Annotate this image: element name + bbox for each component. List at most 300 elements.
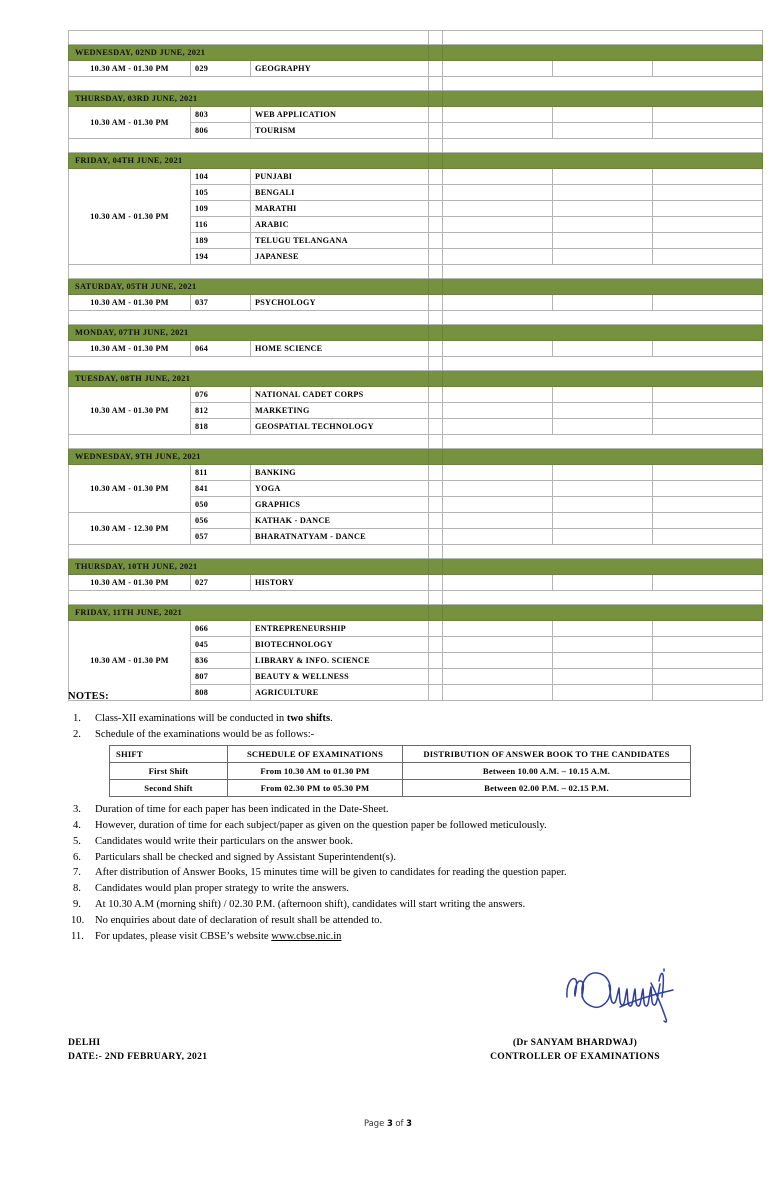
note-number: 4. (73, 819, 81, 831)
note-text: Class-XII examinations will be conducted in (95, 713, 287, 724)
spacer-row (69, 77, 763, 91)
empty-cell (553, 233, 653, 249)
note-text: Candidates would write their particulars on the answer book. (95, 835, 354, 847)
subject-name-cell: ENTREPRENEURSHIP (251, 621, 429, 637)
exam-row (69, 465, 763, 481)
empty-cell (653, 233, 763, 249)
empty-cell (69, 545, 429, 559)
day-header-row (69, 449, 763, 465)
empty-cell (443, 497, 553, 513)
empty-cell (553, 637, 653, 653)
shift-schedule-table-container (95, 742, 768, 801)
day-header-extension (443, 279, 763, 295)
empty-cell (553, 387, 653, 403)
empty-cell (443, 31, 763, 45)
subject-code-cell: 806 (191, 123, 251, 139)
subject-name-cell: LIBRARY & INFO. SCIENCE (251, 653, 429, 669)
day-header-label: WEDNESDAY, 9TH JUNE, 2021 (69, 449, 429, 465)
spacer-row (69, 31, 763, 45)
exam-time-cell: 10.30 AM - 01.30 PM (69, 621, 191, 701)
empty-cell (553, 341, 653, 357)
green-divider-cell (429, 513, 443, 529)
exam-time-cell: 10.30 AM - 01.30 PM (69, 575, 191, 591)
subject-code-cell: 105 (191, 185, 251, 201)
green-divider-cell (429, 653, 443, 669)
note-number: 3. (73, 803, 81, 815)
day-header-extension (443, 449, 763, 465)
empty-cell (443, 513, 553, 529)
day-header-row (69, 45, 763, 61)
day-header-extension (443, 45, 763, 61)
day-header-label: THURSDAY, 10TH JUNE, 2021 (69, 559, 429, 575)
footer-date: DATE:- 2ND FEBRUARY, 2021 (68, 1051, 208, 1062)
day-header-extension (443, 605, 763, 621)
subject-name-cell: TELUGU TELANGANA (251, 233, 429, 249)
empty-cell (553, 529, 653, 545)
green-divider-cell (429, 295, 443, 311)
green-divider-cell (429, 249, 443, 265)
note-text: At 10.30 A.M (morning shift) / 02.30 P.M. (afternoon shift), candidates will start writing the answers. (95, 899, 526, 911)
empty-cell (653, 621, 763, 637)
empty-cell (553, 61, 653, 77)
empty-cell (653, 169, 763, 185)
signature-image (563, 963, 693, 1025)
day-header-label: MONDAY, 07TH JUNE, 2021 (69, 325, 429, 341)
subject-code-cell: 029 (191, 61, 251, 77)
shift-table-header-cell: DISTRIBUTION OF ANSWER BOOK TO THE CANDIDATES (403, 746, 691, 763)
subject-name-cell: HISTORY (251, 575, 429, 591)
day-header-label: FRIDAY, 11TH JUNE, 2021 (69, 605, 429, 621)
empty-cell (653, 403, 763, 419)
spacer-row (69, 545, 763, 559)
green-divider-cell (429, 153, 443, 169)
empty-cell (653, 217, 763, 233)
empty-cell (653, 387, 763, 403)
exam-row (69, 61, 763, 77)
note-item (68, 865, 768, 880)
green-divider-cell (429, 435, 443, 449)
empty-cell (443, 637, 553, 653)
note-item (68, 834, 768, 849)
green-divider-cell (429, 91, 443, 107)
empty-cell (443, 139, 763, 153)
empty-cell (553, 669, 653, 685)
empty-cell (553, 217, 653, 233)
subject-code-cell: 027 (191, 575, 251, 591)
empty-cell (553, 497, 653, 513)
empty-cell (443, 169, 553, 185)
shift-table-row (110, 763, 691, 780)
shift-table-row (110, 780, 691, 797)
green-divider-cell (429, 77, 443, 91)
green-divider-cell (429, 45, 443, 61)
subject-code-cell: 076 (191, 387, 251, 403)
empty-cell (443, 481, 553, 497)
shift-table-header-row (110, 746, 691, 763)
note-item (68, 727, 768, 801)
empty-cell (553, 419, 653, 435)
empty-cell (653, 107, 763, 123)
exam-row (69, 387, 763, 403)
empty-cell (653, 529, 763, 545)
spacer-row (69, 435, 763, 449)
empty-cell (443, 185, 553, 201)
empty-cell (443, 653, 553, 669)
subject-name-cell: BHARATNATYAM - DANCE (251, 529, 429, 545)
green-divider-cell (429, 403, 443, 419)
empty-cell (653, 465, 763, 481)
note-item (68, 818, 768, 833)
exam-time-cell: 10.30 AM - 01.30 PM (69, 107, 191, 139)
day-header-label: THURSDAY, 03RD JUNE, 2021 (69, 91, 429, 107)
footer-left-block (68, 1036, 207, 1064)
shift-table-cell: From 10.30 AM to 01.30 PM (228, 763, 403, 780)
green-divider-cell (429, 311, 443, 325)
exam-time-cell: 10.30 AM - 01.30 PM (69, 169, 191, 265)
empty-cell (553, 295, 653, 311)
spacer-row (69, 265, 763, 279)
shift-schedule-table (109, 745, 691, 797)
empty-cell (443, 341, 553, 357)
empty-cell (443, 465, 553, 481)
note-text-bold: two shifts (286, 713, 331, 724)
subject-name-cell: AGRICULTURE (251, 685, 429, 701)
subject-name-cell: NATIONAL CADET CORPS (251, 387, 429, 403)
subject-name-cell: TOURISM (251, 123, 429, 139)
note-number: 7. (73, 867, 81, 879)
empty-cell (69, 139, 429, 153)
subject-name-cell: BEAUTY & WELLNESS (251, 669, 429, 685)
subject-code-cell: 812 (191, 403, 251, 419)
day-header-label: WEDNESDAY, 02ND JUNE, 2021 (69, 45, 429, 61)
datesheet-table-container (68, 30, 762, 701)
exam-time-cell: 10.30 AM - 01.30 PM (69, 61, 191, 77)
exam-row (69, 169, 763, 185)
note-text: After distribution of Answer Books, 15 minutes time will be given to candidates for reading the question paper. (95, 867, 567, 879)
green-divider-cell (429, 201, 443, 217)
empty-cell (553, 481, 653, 497)
note-item (68, 711, 768, 726)
empty-cell (443, 419, 553, 435)
shift-table-cell: From 02.30 PM to 05.30 PM (228, 780, 403, 797)
day-header-label: TUESDAY, 08TH JUNE, 2021 (69, 371, 429, 387)
green-divider-cell (429, 449, 443, 465)
note-text: For updates, please visit CBSE’s website (95, 931, 272, 943)
exam-time-cell: 10.30 AM - 12.30 PM (69, 513, 191, 545)
exam-row (69, 575, 763, 591)
subject-name-cell: GEOSPATIAL TECHNOLOGY (251, 419, 429, 435)
empty-cell (653, 185, 763, 201)
exam-time-cell: 10.30 AM - 01.30 PM (69, 341, 191, 357)
note-item (68, 929, 768, 944)
subject-name-cell: HOME SCIENCE (251, 341, 429, 357)
green-divider-cell (429, 139, 443, 153)
empty-cell (443, 107, 553, 123)
day-header-row (69, 91, 763, 107)
note-number: 6. (73, 851, 81, 863)
subject-code-cell: 057 (191, 529, 251, 545)
empty-cell (443, 217, 553, 233)
note-number: 5. (73, 835, 81, 847)
subject-name-cell: KATHAK - DANCE (251, 513, 429, 529)
subject-code-cell: 104 (191, 169, 251, 185)
spacer-row (69, 311, 763, 325)
empty-cell (443, 233, 553, 249)
subject-name-cell: BANKING (251, 465, 429, 481)
exam-row (69, 107, 763, 123)
empty-cell (653, 481, 763, 497)
note-text: Duration of time for each paper has been indicated in the Date-Sheet. (95, 803, 389, 815)
subject-code-cell: 807 (191, 669, 251, 685)
day-header-extension (443, 559, 763, 575)
note-number: 1. (73, 713, 81, 724)
subject-name-cell: GRAPHICS (251, 497, 429, 513)
datesheet-table (68, 30, 763, 701)
subject-code-cell: 818 (191, 419, 251, 435)
note-text: Schedule of the examinations would be as follows:- (95, 728, 315, 740)
empty-cell (553, 403, 653, 419)
green-divider-cell (429, 233, 443, 249)
empty-cell (69, 31, 429, 45)
exam-row (69, 341, 763, 357)
green-divider-cell (429, 123, 443, 139)
empty-cell (69, 265, 429, 279)
subject-code-cell: 836 (191, 653, 251, 669)
green-divider-cell (429, 217, 443, 233)
note-text: Particulars shall be checked and signed by Assistant Superintendent(s). (95, 851, 396, 863)
day-header-row (69, 371, 763, 387)
day-header-extension (443, 153, 763, 169)
subject-code-cell: 064 (191, 341, 251, 357)
empty-cell (653, 341, 763, 357)
empty-cell (69, 77, 429, 91)
subject-code-cell: 066 (191, 621, 251, 637)
day-header-extension (443, 325, 763, 341)
empty-cell (443, 387, 553, 403)
subject-name-cell: GEOGRAPHY (251, 61, 429, 77)
green-divider-cell (429, 545, 443, 559)
shift-table-header-cell: SHIFT (110, 746, 228, 763)
empty-cell (443, 201, 553, 217)
empty-cell (653, 575, 763, 591)
spacer-row (69, 139, 763, 153)
note-text: However, duration of time for each subject/paper as given on the question paper be followed meticulously. (95, 819, 547, 831)
empty-cell (443, 545, 763, 559)
green-divider-cell (429, 621, 443, 637)
page-current: 3 (386, 1118, 393, 1128)
page-middle: of (392, 1118, 407, 1128)
day-header-row (69, 153, 763, 169)
subject-name-cell: ARABIC (251, 217, 429, 233)
day-header-row (69, 559, 763, 575)
empty-cell (553, 575, 653, 591)
shift-table-cell: First Shift (110, 763, 228, 780)
empty-cell (443, 435, 763, 449)
exam-row (69, 513, 763, 529)
note-item (68, 897, 768, 912)
note-text: Candidates would plan proper strategy to write the answers. (95, 883, 349, 895)
empty-cell (653, 653, 763, 669)
green-divider-cell (429, 637, 443, 653)
day-header-row (69, 279, 763, 295)
empty-cell (69, 357, 429, 371)
empty-cell (553, 169, 653, 185)
green-divider-cell (429, 591, 443, 605)
empty-cell (443, 529, 553, 545)
green-divider-cell (429, 279, 443, 295)
page-number (0, 1118, 776, 1128)
empty-cell (653, 201, 763, 217)
note-number: 2. (73, 728, 81, 740)
empty-cell (653, 123, 763, 139)
empty-cell (553, 107, 653, 123)
subject-code-cell: 189 (191, 233, 251, 249)
green-divider-cell (429, 185, 443, 201)
green-divider-cell (429, 169, 443, 185)
green-divider-cell (429, 371, 443, 387)
exam-time-cell: 10.30 AM - 01.30 PM (69, 387, 191, 435)
empty-cell (553, 513, 653, 529)
day-header-extension (443, 371, 763, 387)
exam-row (69, 621, 763, 637)
subject-code-cell: 803 (191, 107, 251, 123)
empty-cell (653, 295, 763, 311)
green-divider-cell (429, 265, 443, 279)
day-header-extension (443, 91, 763, 107)
note-item (68, 802, 768, 817)
green-divider-cell (429, 481, 443, 497)
empty-cell (653, 419, 763, 435)
note-number: 8. (73, 883, 81, 895)
note-item (68, 881, 768, 896)
note-number: 11. (71, 931, 84, 943)
day-header-row (69, 325, 763, 341)
empty-cell (653, 513, 763, 529)
subject-code-cell: 194 (191, 249, 251, 265)
empty-cell (443, 295, 553, 311)
empty-cell (443, 591, 763, 605)
empty-cell (553, 465, 653, 481)
empty-cell (443, 311, 763, 325)
green-divider-cell (429, 419, 443, 435)
empty-cell (443, 403, 553, 419)
cbse-website-link[interactable]: www.cbse.nic.in (271, 931, 342, 943)
exam-row (69, 295, 763, 311)
notes-section (68, 691, 768, 945)
subject-name-cell: BENGALI (251, 185, 429, 201)
spacer-row (69, 357, 763, 371)
note-text: No enquiries about date of declaration of result shall be attended to. (95, 915, 383, 927)
shift-table-cell: Between 10.00 A.M. – 10.15 A.M. (403, 763, 691, 780)
empty-cell (553, 123, 653, 139)
subject-code-cell: 109 (191, 201, 251, 217)
green-divider-cell (429, 61, 443, 77)
page-prefix: Page (364, 1118, 387, 1128)
note-item (68, 913, 768, 928)
exam-time-cell: 10.30 AM - 01.30 PM (69, 295, 191, 311)
subject-name-cell: WEB APPLICATION (251, 107, 429, 123)
signatory-title: CONTROLLER OF EXAMINATIONS (490, 1051, 660, 1062)
empty-cell (443, 669, 553, 685)
day-header-row (69, 605, 763, 621)
empty-cell (443, 249, 553, 265)
empty-cell (553, 249, 653, 265)
empty-cell (443, 575, 553, 591)
empty-cell (69, 435, 429, 449)
empty-cell (653, 497, 763, 513)
note-number: 9. (73, 899, 81, 911)
subject-name-cell: PUNJABI (251, 169, 429, 185)
green-divider-cell (429, 497, 443, 513)
empty-cell (69, 591, 429, 605)
empty-cell (653, 61, 763, 77)
green-divider-cell (429, 387, 443, 403)
subject-code-cell: 811 (191, 465, 251, 481)
green-divider-cell (429, 357, 443, 371)
empty-cell (553, 185, 653, 201)
empty-cell (443, 621, 553, 637)
subject-name-cell: BIOTECHNOLOGY (251, 637, 429, 653)
spacer-row (69, 591, 763, 605)
subject-name-cell: MARKETING (251, 403, 429, 419)
empty-cell (553, 621, 653, 637)
empty-cell (443, 357, 763, 371)
day-header-label: SATURDAY, 05TH JUNE, 2021 (69, 279, 429, 295)
subject-name-cell: JAPANESE (251, 249, 429, 265)
notes-list (68, 711, 768, 944)
subject-code-cell: 037 (191, 295, 251, 311)
subject-name-cell: YOGA (251, 481, 429, 497)
subject-code-cell: 045 (191, 637, 251, 653)
empty-cell (653, 637, 763, 653)
green-divider-cell (429, 465, 443, 481)
empty-cell (443, 123, 553, 139)
green-divider-cell (429, 559, 443, 575)
page-total: 3 (406, 1118, 412, 1128)
subject-code-cell: 808 (191, 685, 251, 701)
empty-cell (443, 61, 553, 77)
empty-cell (443, 77, 763, 91)
green-divider-cell (429, 341, 443, 357)
shift-table-cell: Second Shift (110, 780, 228, 797)
footer-place: DELHI (68, 1037, 101, 1048)
empty-cell (653, 249, 763, 265)
empty-cell (69, 311, 429, 325)
shift-table-cell: Between 02.00 P.M. – 02.15 P.M. (403, 780, 691, 797)
green-divider-cell (429, 605, 443, 621)
green-divider-cell (429, 107, 443, 123)
footer-right-block (440, 1036, 710, 1064)
subject-code-cell: 841 (191, 481, 251, 497)
exam-time-cell: 10.30 AM - 01.30 PM (69, 465, 191, 513)
green-divider-cell (429, 575, 443, 591)
note-text-tail: . (330, 713, 333, 724)
note-number: 10. (71, 915, 85, 927)
empty-cell (553, 201, 653, 217)
subject-name-cell: PSYCHOLOGY (251, 295, 429, 311)
notes-title: NOTES: (68, 691, 109, 702)
subject-code-cell: 116 (191, 217, 251, 233)
shift-table-header-cell: SCHEDULE OF EXAMINATIONS (228, 746, 403, 763)
green-divider-cell (429, 669, 443, 685)
green-divider-cell (429, 31, 443, 45)
green-divider-cell (429, 325, 443, 341)
note-item (68, 850, 768, 865)
subject-code-cell: 056 (191, 513, 251, 529)
green-divider-cell (429, 529, 443, 545)
empty-cell (443, 265, 763, 279)
day-header-label: FRIDAY, 04TH JUNE, 2021 (69, 153, 429, 169)
